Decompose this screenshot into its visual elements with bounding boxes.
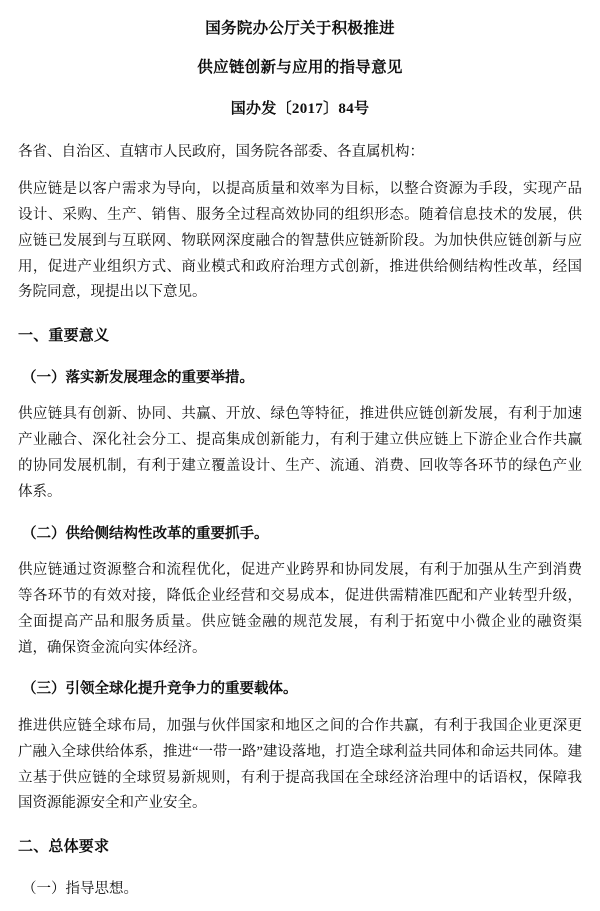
section-heading-1: 一、重要意义 — [18, 328, 110, 345]
subsection-heading-2-1: （一）指导思想。 — [22, 880, 138, 897]
document-number: 国办发〔2017〕84号 — [230, 100, 370, 117]
paragraph-1-3-1: 推进供应链全球布局，加强与伙伴国家和地区之间的合作共赢，有利于我国企业更深更广融入全球供给体系，推进“一带一路”建设落地，打造全球利益共同体和命运共同体。建立基于供应链的全球贸易新规则，有利于提高我国在全球经济治理中的话语权，保障我国资源能源安全和产业安全。 — [18, 718, 582, 812]
salutation: 各省、自治区、直辖市人民政府，国务院各部委、各直属机构： — [18, 143, 424, 160]
paragraph-1-1-1: 供应链具有创新、协同、共赢、开放、绿色等特征，推进供应链创新发展，有利于加速产业融合、深化社会分工、提高集成创新能力，有利于建立供应链上下游企业合作共赢的协同发展机制，有利于建立覆盖设计、生产、流通、消费、回收等各环节的绿色产业体系。 — [18, 406, 582, 500]
section-heading-2: 二、总体要求 — [18, 839, 110, 856]
intro-paragraph: 供应链是以客户需求为导向，以提高质量和效率为目标，以整合资源为手段，实现产品设计、采购、生产、销售、服务全过程高效协同的组织形态。随着信息技术的发展，供应链已发展到与互联网、物联网深度融合的智慧供应链新阶段。为加快供应链创新与应用，促进产业组织方式、商业模式和政府治理方式创新，推进供给侧结构性改革，经国务院同意，现提出以下意见。 — [18, 181, 582, 301]
document-title-line-2: 供应链创新与应用的指导意见 — [197, 59, 403, 77]
subsection-heading-1-2: （二）供给侧结构性改革的重要抓手。 — [22, 525, 269, 542]
subsection-heading-1-1: （一）落实新发展理念的重要举措。 — [22, 369, 254, 386]
subsection-heading-1-3: （三）引领全球化提升竞争力的重要载体。 — [22, 681, 298, 698]
paragraph-1-2-1: 供应链通过资源整合和流程优化，促进产业跨界和协同发展，有利于加强从生产到消费等各环节的有效对接，降低企业经营和交易成本，促进供需精准匹配和产业转型升级，全面提高产品和服务质量。供应链金融的规范发展，有利于拓宽中小微企业的融资渠道，确保资金流向实体经济。 — [18, 562, 582, 656]
page-title — [18, 14, 582, 83]
document-title-line-1: 国务院办公厅关于积极推进 — [205, 20, 395, 37]
